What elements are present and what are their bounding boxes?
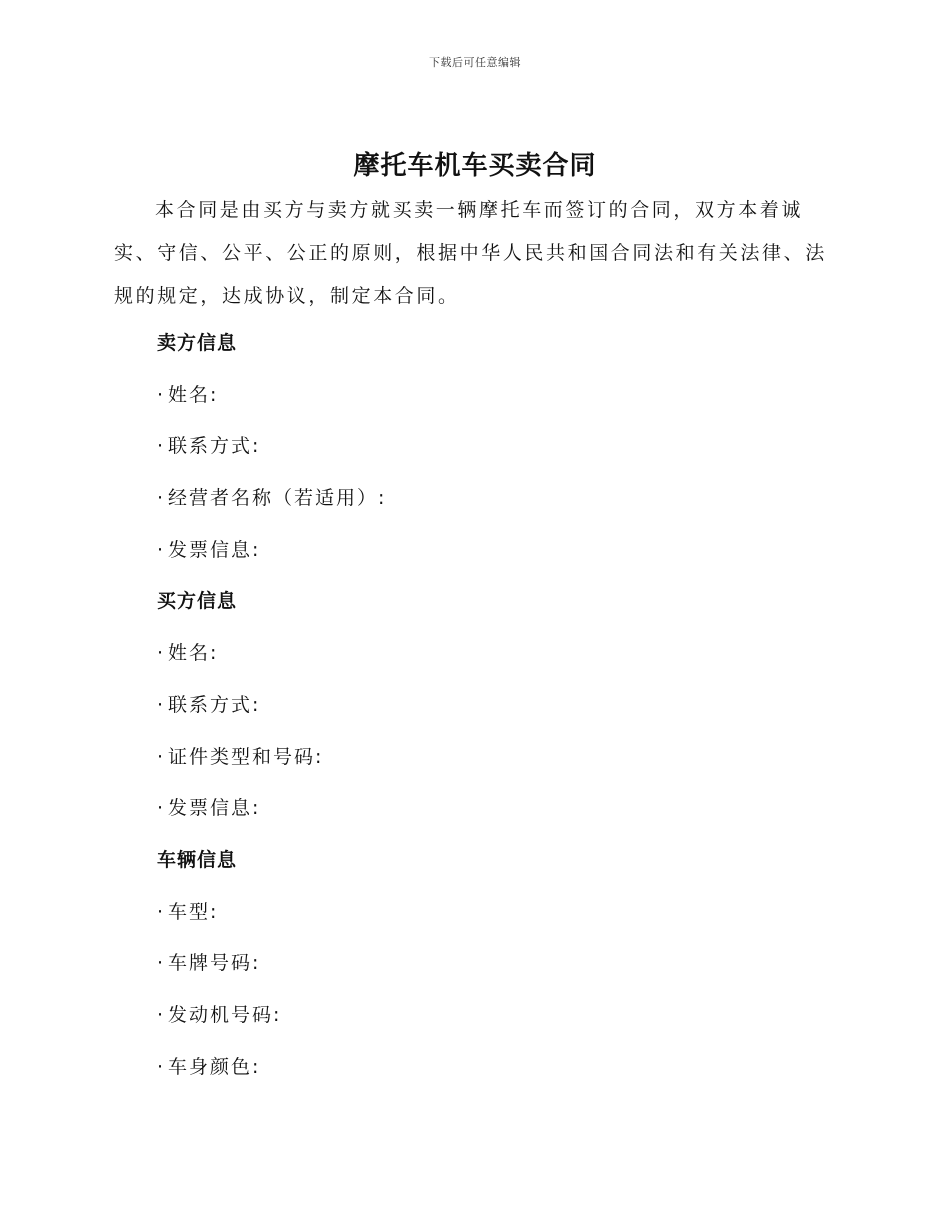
bullet-icon: · xyxy=(157,797,164,820)
field-label: 发动机号码: xyxy=(168,1003,282,1026)
field-label: 发票信息: xyxy=(168,797,261,820)
bullet-icon: · xyxy=(157,952,164,975)
bullet-icon: · xyxy=(157,900,164,923)
bullet-icon: · xyxy=(157,693,164,716)
intro-paragraph: 本合同是由买方与卖方就买卖一辆摩托车而签订的合同，双方本着诚实、守信、公平、公正的原则，根据中华人民共和国合同法和有关法律、法规的规定，达成协议，制定本合同。 xyxy=(114,199,827,307)
buyer-invoice-field xyxy=(157,787,837,839)
buyer-name-field xyxy=(157,632,837,684)
field-label: 姓名: xyxy=(168,383,219,406)
section-heading-vehicle: 车辆信息 xyxy=(157,848,238,871)
bullet-icon: · xyxy=(157,538,164,561)
buyer-contact-field xyxy=(157,684,837,736)
seller-invoice-field xyxy=(157,529,837,581)
contract-body xyxy=(157,322,837,1097)
vehicle-model-field xyxy=(157,891,837,943)
bullet-icon: · xyxy=(157,642,164,665)
vehicle-engine-number-field xyxy=(157,994,837,1046)
seller-business-name-field xyxy=(157,477,837,529)
seller-name-field xyxy=(157,374,837,426)
document-title: 摩托车机车买卖合同 xyxy=(353,151,597,181)
page-header: 下载后可任意编辑 xyxy=(429,56,521,69)
section-heading-seller: 卖方信息 xyxy=(157,332,238,354)
bullet-icon: · xyxy=(157,745,164,768)
field-label: 经营者名称（若适用）: xyxy=(168,487,387,510)
bullet-icon: · xyxy=(157,1003,164,1026)
section-heading-buyer: 买方信息 xyxy=(157,590,238,613)
bullet-icon: · xyxy=(157,383,164,406)
field-label: 车牌号码: xyxy=(168,952,261,975)
field-label: 联系方式: xyxy=(168,693,261,716)
field-label: 姓名: xyxy=(168,642,219,665)
vehicle-plate-field xyxy=(157,942,837,994)
bullet-icon: · xyxy=(157,435,164,458)
bullet-icon: · xyxy=(157,487,164,510)
field-label: 车型: xyxy=(168,900,219,923)
vehicle-color-field xyxy=(157,1046,837,1098)
field-label: 发票信息: xyxy=(168,538,261,561)
field-label: 证件类型和号码: xyxy=(168,745,324,768)
field-label: 联系方式: xyxy=(168,435,261,458)
seller-contact-field xyxy=(157,425,837,477)
bullet-icon: · xyxy=(157,1055,164,1078)
field-label: 车身颜色: xyxy=(168,1055,261,1078)
buyer-id-field xyxy=(157,736,837,788)
